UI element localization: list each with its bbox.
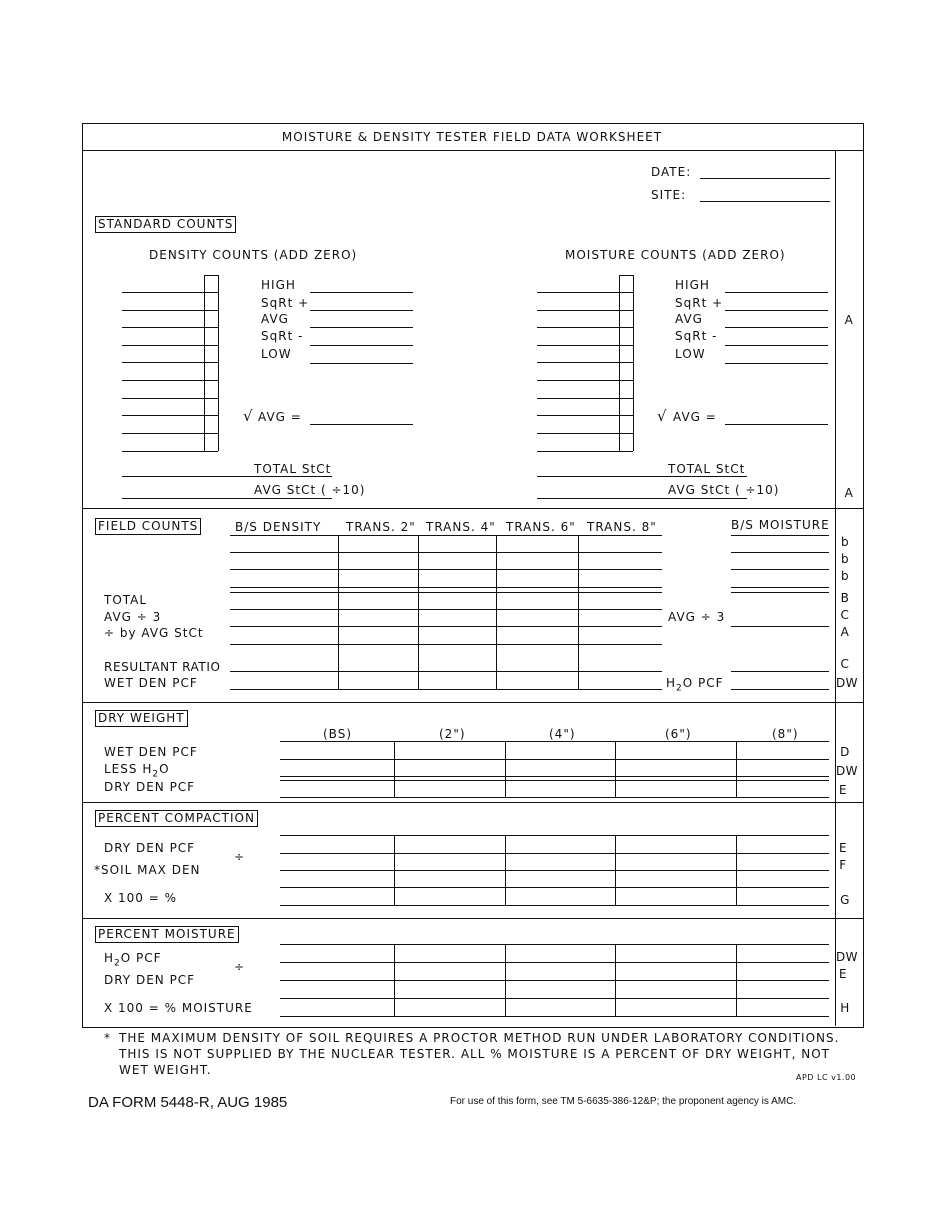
letter-b3: b	[840, 569, 850, 583]
moisture-grid-line	[537, 380, 633, 381]
site-input[interactable]	[700, 187, 830, 202]
moisture-grid-line	[619, 275, 620, 451]
pc-grid-line	[280, 887, 829, 888]
percent-moisture-heading: PERCENT MOISTURE	[95, 926, 239, 943]
moisture-avg3-label: AVG ÷ 3	[668, 610, 726, 624]
field-grid-line	[496, 535, 497, 689]
col-trans-6: TRANS. 6"	[506, 520, 576, 534]
pc-divide-icon: ÷	[234, 850, 246, 864]
dw-col-4: (4")	[549, 727, 576, 741]
moisture-grid-line	[537, 345, 633, 346]
density-sqrt-minus-input[interactable]	[310, 331, 413, 346]
pc-grid-line	[280, 905, 829, 906]
moisture-sqrt-plus-label: SqRt +	[675, 296, 724, 310]
dw-letter-D: D	[840, 745, 850, 759]
moisture-col-line	[731, 671, 829, 672]
field-grid-line	[230, 592, 662, 593]
density-high-input[interactable]	[310, 278, 413, 293]
date-label: DATE:	[651, 165, 692, 179]
moisture-grid-line	[537, 292, 633, 293]
moisture-grid-line	[537, 398, 633, 399]
density-counts-heading: DENSITY COUNTS (ADD ZERO)	[149, 248, 358, 262]
row-resultant-label: RESULTANT RATIO	[104, 660, 221, 674]
density-sqrt-plus-input[interactable]	[310, 296, 413, 311]
moisture-counts-heading: MOISTURE COUNTS (ADD ZERO)	[565, 248, 786, 262]
moisture-low-label: LOW	[675, 347, 706, 361]
col-bs-moisture: B/S MOISTURE	[731, 518, 830, 532]
pm-rest: O PCF	[120, 951, 162, 965]
density-grid-line	[122, 310, 218, 311]
dw-less-h2o-label	[104, 762, 170, 781]
footnote-star: *	[104, 1031, 111, 1045]
moisture-check-icon: √	[657, 407, 668, 425]
dw-col-6: (6")	[665, 727, 692, 741]
pm-grid-line	[280, 944, 829, 945]
letter-C2: C	[840, 657, 850, 671]
h2o-pcf-label	[666, 676, 724, 695]
moisture-grid-line	[619, 275, 633, 276]
section-letter-a-bottom: A	[844, 486, 854, 500]
dw-col-8: (8")	[772, 727, 799, 741]
moisture-grid-line	[537, 327, 633, 328]
footnote-line-3: WET WEIGHT.	[119, 1063, 212, 1077]
dw-letter-E: E	[838, 783, 848, 797]
moisture-avg-eq-label: AVG =	[673, 410, 717, 424]
moisture-grid-line	[537, 362, 633, 363]
moisture-avg-label: AVG	[675, 312, 703, 326]
footnote-line-1: THE MAXIMUM DENSITY OF SOIL REQUIRES A PROCTOR METHOD RUN UNDER LABORATORY CONDITIONS.	[119, 1031, 840, 1045]
dw-col-2: (2")	[439, 727, 466, 741]
moisture-sqrt-minus-label: SqRt -	[675, 329, 718, 343]
pm-letter-E: E	[838, 967, 848, 981]
col-trans-8: TRANS. 8"	[587, 520, 657, 534]
field-counts-heading: FIELD COUNTS	[95, 518, 201, 535]
moisture-col-line	[731, 535, 829, 536]
density-grid-line	[218, 275, 219, 451]
moisture-col-line	[731, 592, 829, 593]
row-by-avg-stct-label: ÷ by AVG StCt	[104, 626, 204, 640]
section-divider	[82, 802, 863, 803]
density-low-input[interactable]	[310, 349, 413, 364]
site-label: SITE:	[651, 188, 687, 202]
h2o-h: H	[666, 676, 677, 690]
field-grid-line	[230, 644, 662, 645]
pc-grid-line	[280, 870, 829, 871]
field-grid-line	[230, 609, 662, 610]
field-grid-line	[578, 535, 579, 689]
pc-grid-line	[280, 853, 829, 854]
density-grid-line	[122, 398, 218, 399]
density-grid-line	[204, 275, 218, 276]
form-title: MOISTURE & DENSITY TESTER FIELD DATA WORKSHEET	[281, 130, 663, 144]
pc-letter-G: G	[840, 893, 850, 907]
density-low-label: LOW	[261, 347, 292, 361]
version-label: APD LC v1.00	[796, 1073, 857, 1082]
col-trans-2: TRANS. 2"	[346, 520, 416, 534]
pm-divide-icon: ÷	[234, 960, 246, 974]
density-sqrt-minus-label: SqRt -	[261, 329, 304, 343]
row-total-label: TOTAL	[104, 593, 148, 607]
pm-grid-line	[280, 1016, 829, 1017]
letter-B: B	[840, 591, 850, 605]
moisture-col-line	[731, 569, 829, 570]
moisture-grid-line	[537, 433, 633, 434]
field-grid-line	[230, 569, 662, 570]
field-grid-line	[338, 535, 339, 689]
density-grid-line	[122, 345, 218, 346]
density-check-icon: √	[243, 407, 254, 425]
density-total-stct-label: TOTAL StCt	[254, 462, 332, 476]
dw-less-o: O	[159, 762, 170, 776]
pm-h2o-pcf-label	[104, 951, 162, 970]
pm-letter-H: H	[840, 1001, 850, 1015]
dw-wet-den-label: WET DEN PCF	[104, 745, 198, 759]
moisture-col-line	[731, 587, 829, 588]
row-avg3-label: AVG ÷ 3	[104, 610, 162, 624]
pc-letter-F: F	[839, 858, 847, 872]
density-avg-label: AVG	[261, 312, 289, 326]
dw-grid-line	[505, 741, 506, 798]
pm-sub: 2	[114, 958, 121, 969]
pc-x100-label: X 100 = %	[104, 891, 178, 905]
density-grid-line	[122, 433, 218, 434]
moisture-avg-stct-label: AVG StCt ( ÷10)	[668, 483, 780, 497]
h2o-sub: 2	[676, 683, 683, 694]
field-grid-line	[230, 535, 662, 536]
density-high-label: HIGH	[261, 278, 296, 292]
col-bs-density: B/S DENSITY	[235, 520, 322, 534]
section-divider	[82, 702, 863, 703]
moisture-grid-line	[537, 310, 633, 311]
standard-counts-heading: STANDARD COUNTS	[95, 216, 236, 233]
dw-grid-line	[615, 741, 616, 798]
moisture-col-line	[731, 552, 829, 553]
density-grid-line	[122, 415, 218, 416]
date-input[interactable]	[700, 164, 830, 179]
row-wet-den-label: WET DEN PCF	[104, 676, 198, 690]
density-sqrt-plus-label: SqRt +	[261, 296, 310, 310]
letter-A: A	[840, 625, 850, 639]
density-grid-line	[204, 275, 205, 451]
dw-grid-line	[736, 741, 737, 798]
moisture-high-label: HIGH	[675, 278, 710, 292]
letter-DW: DW	[835, 676, 859, 690]
moisture-grid-line	[537, 415, 633, 416]
pm-h: H	[104, 951, 115, 965]
density-root-avg-input[interactable]	[310, 410, 413, 425]
dw-grid-line	[280, 759, 829, 760]
density-grid-line	[122, 362, 218, 363]
field-grid-line	[230, 689, 662, 690]
section-letter-a: A	[844, 313, 854, 327]
letter-b1: b	[840, 535, 850, 549]
dw-dry-den-label: DRY DEN PCF	[104, 780, 196, 794]
density-grid-line	[122, 380, 218, 381]
moisture-col-line	[731, 689, 829, 690]
moisture-root-avg-input[interactable]	[725, 410, 828, 425]
density-avg-eq-label: AVG =	[258, 410, 302, 424]
dw-letter-DW: DW	[835, 764, 859, 778]
moisture-total-stct-label: TOTAL StCt	[668, 462, 746, 476]
letter-b2: b	[840, 552, 850, 566]
percent-compaction-heading: PERCENT COMPACTION	[95, 810, 258, 827]
field-grid-line	[230, 552, 662, 553]
pm-letter-DW: DW	[835, 950, 859, 964]
pc-soil-max-label: *SOIL MAX DEN	[94, 863, 201, 877]
dry-weight-heading: DRY WEIGHT	[95, 710, 188, 727]
pm-grid-line	[280, 998, 829, 999]
density-grid-line	[122, 292, 218, 293]
pc-grid-line	[280, 835, 829, 836]
dw-grid-line	[280, 797, 829, 798]
dw-grid-line	[280, 741, 829, 742]
dw-less-h: LESS H	[104, 762, 153, 776]
usage-note: For use of this form, see TM 5-6635-386-12&P; the proponent agency is AMC.	[450, 1096, 797, 1107]
field-grid-line	[230, 587, 662, 588]
dw-grid-line	[394, 741, 395, 798]
col-trans-4: TRANS. 4"	[426, 520, 496, 534]
dw-col-bs: (BS)	[323, 727, 353, 741]
section-divider	[82, 918, 863, 919]
dw-less-sub: 2	[152, 769, 160, 780]
form-number: DA FORM 5448-R, AUG 1985	[88, 1094, 288, 1111]
pc-letter-E: E	[838, 841, 848, 855]
pm-x100-label: X 100 = % MOISTURE	[104, 1001, 253, 1015]
section-divider	[82, 508, 863, 509]
h2o-rest: O PCF	[682, 676, 724, 690]
moisture-avg-input[interactable]	[725, 313, 828, 328]
density-avg-stct-label: AVG StCt ( ÷10)	[254, 483, 366, 497]
dw-grid-line	[280, 776, 829, 777]
moisture-sqrt-plus-input[interactable]	[725, 296, 828, 311]
density-grid-line	[122, 451, 218, 452]
pc-dry-den-label: DRY DEN PCF	[104, 841, 196, 855]
field-grid-line	[230, 671, 662, 672]
moisture-high-input[interactable]	[725, 278, 828, 293]
moisture-low-input[interactable]	[725, 349, 828, 364]
moisture-grid-line	[633, 275, 634, 451]
moisture-sqrt-minus-input[interactable]	[725, 331, 828, 346]
density-grid-line	[122, 327, 218, 328]
pm-dry-den-label: DRY DEN PCF	[104, 973, 196, 987]
pm-grid-line	[280, 962, 829, 963]
field-grid-line	[230, 626, 662, 627]
density-avg-input[interactable]	[310, 313, 413, 328]
field-grid-line	[418, 535, 419, 689]
dw-grid-line	[280, 780, 829, 781]
footnote-line-2: THIS IS NOT SUPPLIED BY THE NUCLEAR TESTER. ALL % MOISTURE IS A PERCENT OF DRY WEIGHT, NOT	[119, 1047, 830, 1061]
title-divider	[82, 150, 863, 151]
moisture-col-line	[731, 626, 829, 627]
letter-C: C	[840, 608, 850, 622]
moisture-grid-line	[537, 451, 633, 452]
pm-grid-line	[280, 980, 829, 981]
